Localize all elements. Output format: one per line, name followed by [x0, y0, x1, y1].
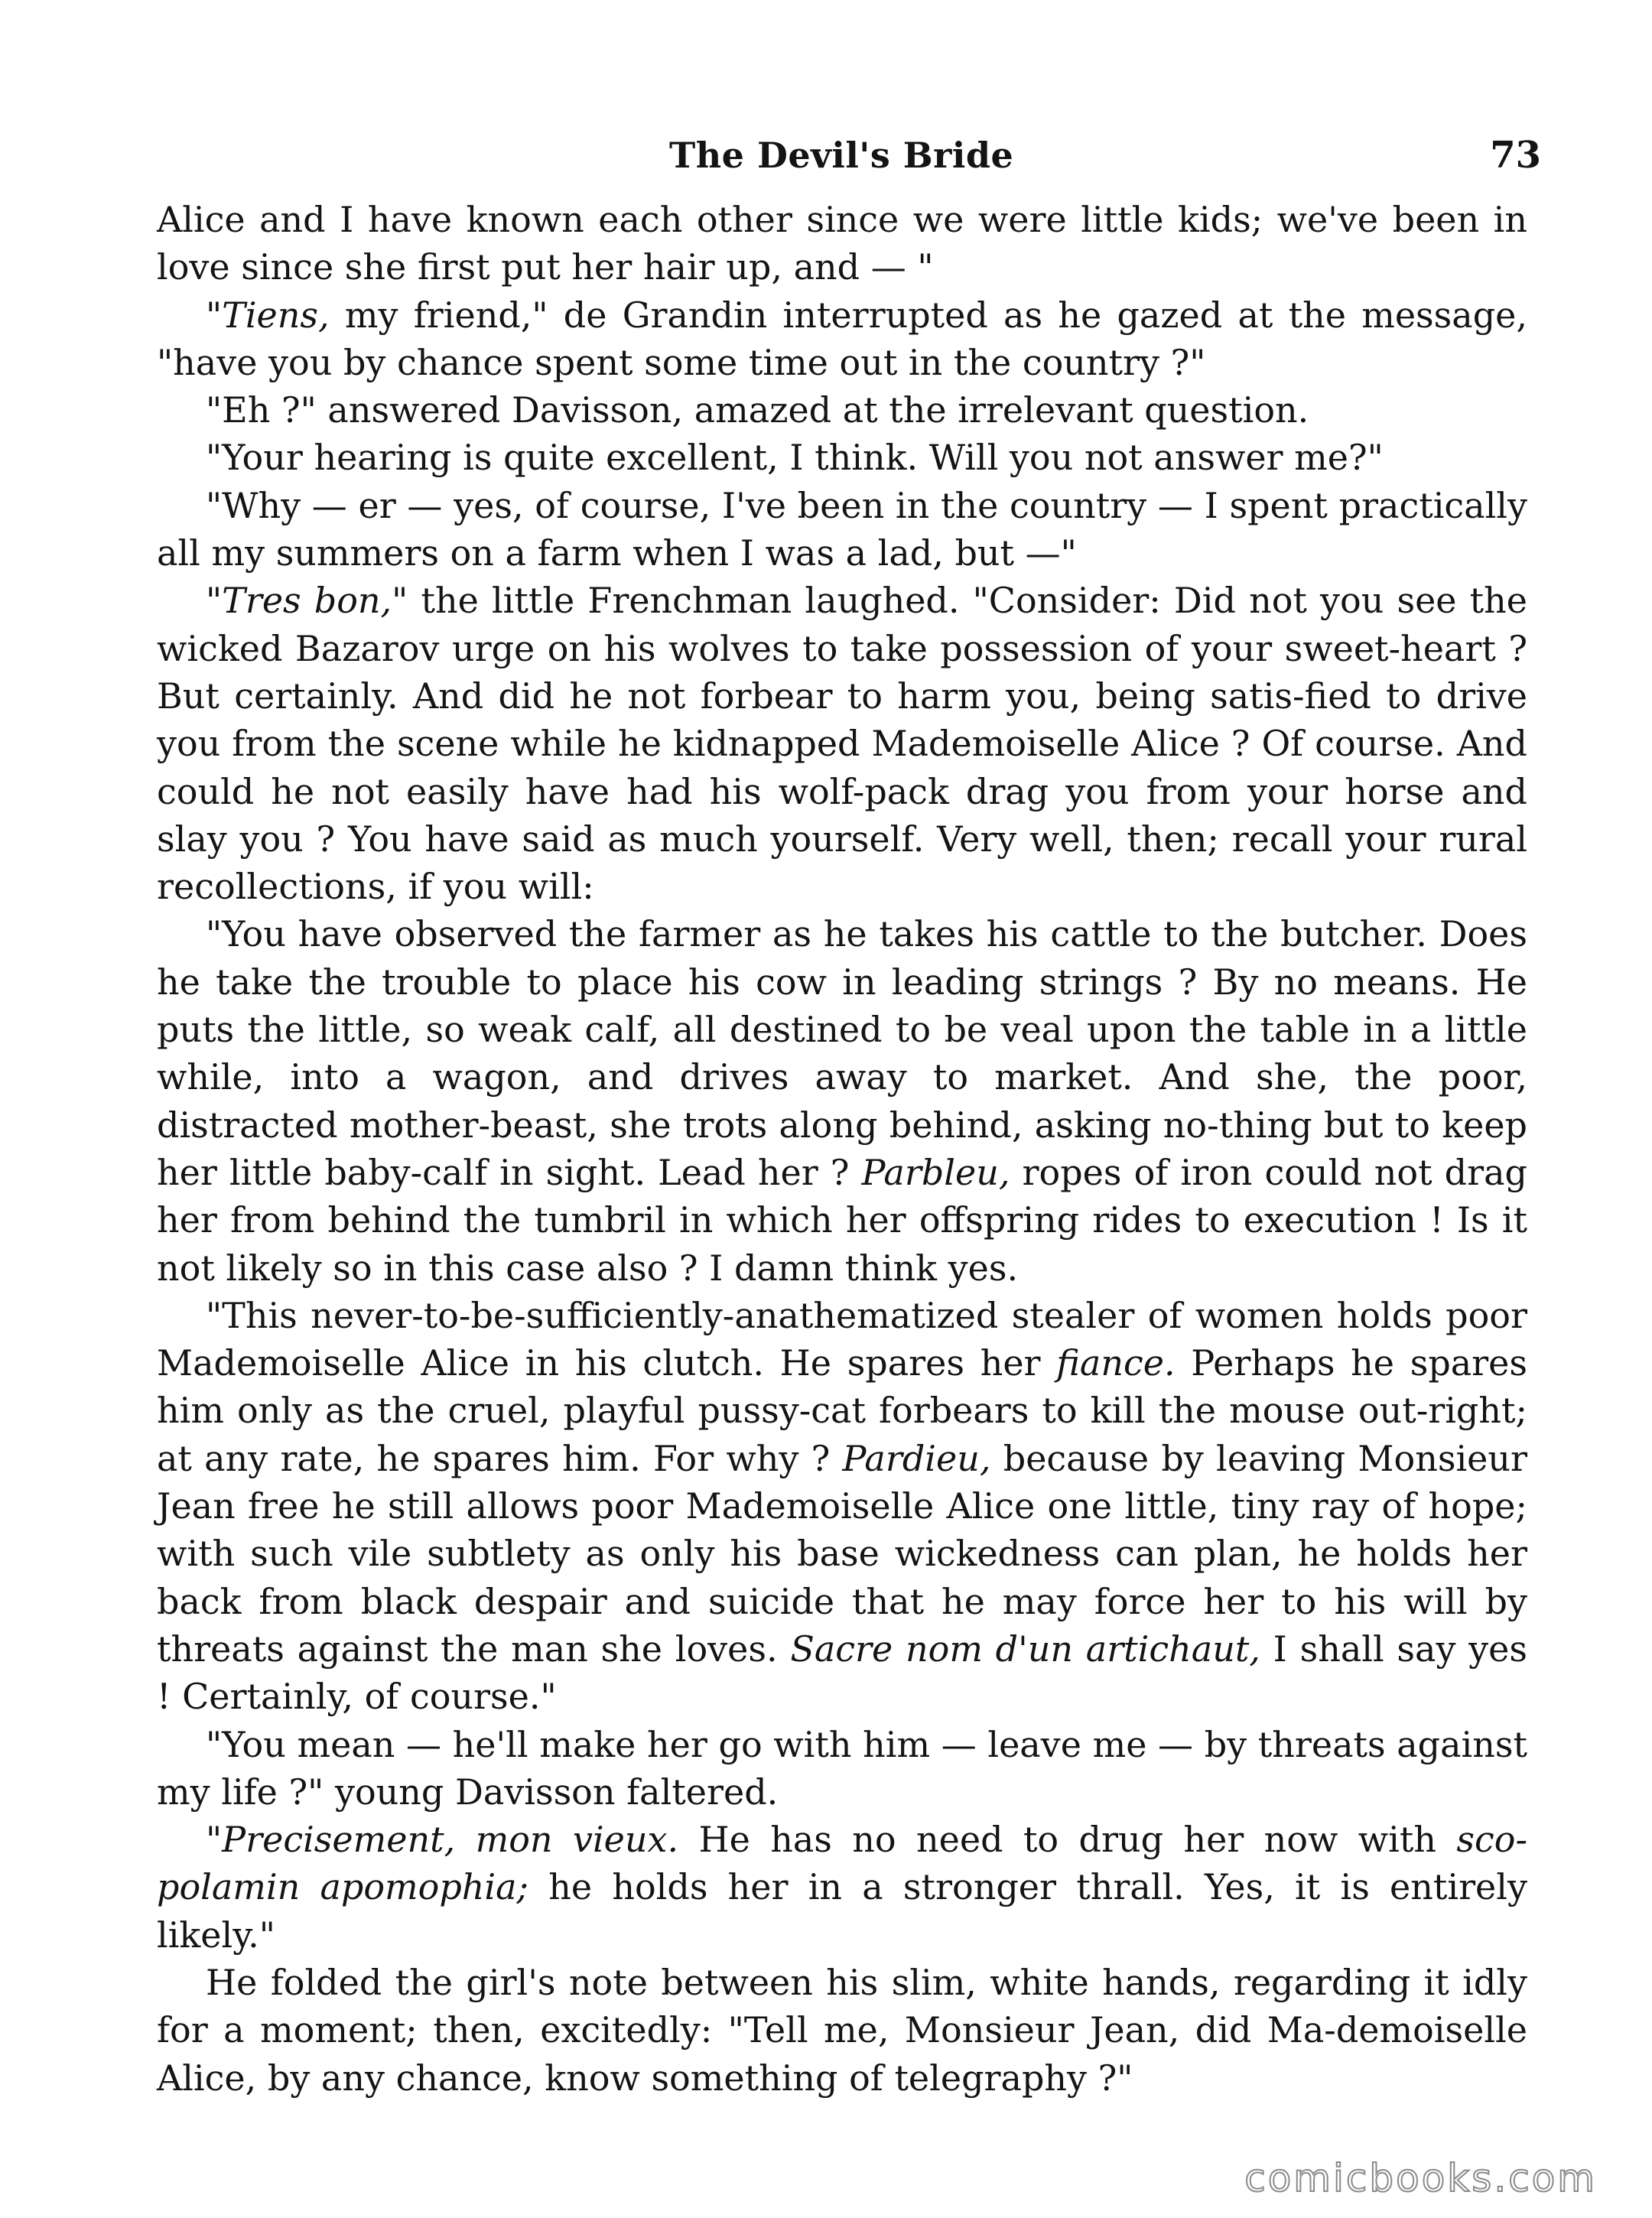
paragraph-text: the little Frenchman laughed. "Consider: Did not you see the wicked Bazarov urge on his wolves to take possession of your sweet-heart ? But certainly. And did he not forbear to harm you, being satis-fied to drive you from the scene while he kidnapped Mademoiselle Alice ? Of course. And could he not easily have had his wolf-pack drag you from your horse and slay you ? You have said as much yourself. Very well, then; recall your rural recollections, if you will: — [157, 580, 1527, 908]
italic-text: "Precisement, mon vieux. — [206, 1819, 679, 1861]
italic-text: Parbleu, — [861, 1151, 1010, 1193]
watermark-logo: comicbooks.com — [1244, 2156, 1597, 2200]
page-number: 73 — [1490, 134, 1541, 177]
paragraph-text: He has no need to drug her now with — [678, 1819, 1457, 1861]
italic-text: "Tiens, — [206, 294, 330, 336]
paragraph-text: "Your hearing is quite excellent, I think. Will you not answer me?" — [206, 437, 1384, 479]
italic-text: "Tres bon," — [206, 580, 408, 622]
paragraph-text: because by leaving Monsieur Jean free he still allows poor Mademoiselle Alice one little, tiny ray of hope; with such vile subtlety as only his base wickedness can plan, he holds her back from black despair and suicide that he may force her to his will by threats against the man she loves. — [157, 1437, 1527, 1670]
paragraph-text: "You mean — he'll make her go with him — leave me — by threats against my life ?" young Davisson faltered. — [157, 1723, 1527, 1813]
paragraph-text: Perhaps he spares him only as the cruel, playful pussy-cat forbears to kill the mouse out-right; at any rate, he spares him. For why ? — [157, 1342, 1528, 1479]
paragraph — [157, 1816, 1527, 1959]
italic-text: fiance. — [1056, 1342, 1176, 1384]
paragraph — [157, 910, 1527, 1291]
paragraph — [157, 196, 1527, 291]
paragraph-text: I shall say yes ! Certainly, of course." — [157, 1628, 1527, 1718]
italic-text: Sacre nom d'un artichaut, — [790, 1628, 1260, 1670]
paragraph — [157, 386, 1527, 434]
paragraph — [157, 434, 1527, 481]
paragraph — [157, 1292, 1527, 1721]
paragraph-text: Alice and I have known each other since we were little kids; we've been in love since she first put her hair up, and — " — [157, 199, 1527, 288]
italic-text: sco-polamin apomophia; — [157, 1819, 1527, 1908]
paragraph-text: He folded the girl's note between his slim, white hands, regarding it idly for a moment; then, excitedly: "Tell me, Monsieur Jean, did Ma-demoiselle Alice, by any chance, know something of telegraphy ?" — [157, 1961, 1527, 2099]
paragraph-text: "This never-to-be-sufficiently-anathematized stealer of women holds poor Mademoiselle Alice in his clutch. He spares her — [157, 1294, 1527, 1384]
paragraph-text: "Why — er — yes, of course, I've been in the country — I spent practically all my summers on a farm when I was a lad, but —" — [157, 484, 1527, 574]
paragraph — [157, 482, 1527, 577]
italic-text: Pardieu, — [842, 1437, 991, 1479]
running-title: The Devil's Bride — [669, 135, 1014, 176]
paragraph — [157, 1721, 1527, 1816]
paragraph — [157, 1959, 1527, 2102]
paragraph — [157, 577, 1527, 910]
paragraph-text: my friend," de Grandin interrupted as he gazed at the message, "have you by chance spent some time out in the country ?" — [157, 294, 1527, 383]
running-head — [157, 128, 1541, 182]
paragraph-text: "You have observed the farmer as he takes his cattle to the butcher. Does he take the trouble to place his cow in leading strings ? By no means. He puts the little, so weak calf, all destined to be veal upon the table in a little while, into a wagon, and drives away to market. And she, the poor, distracted mother-beast, she trots along behind, asking no-thing but to keep her little baby-calf in sight. Lead her ? — [157, 913, 1527, 1193]
paragraph-text: he holds her in a stronger thrall. Yes, it is entirely likely." — [157, 1866, 1527, 1956]
body-text — [157, 196, 1527, 2102]
paragraph-text: ropes of iron could not drag her from behind the tumbril in which her offspring rides to execution ! Is it not likely so in this case also ? I damn think yes. — [157, 1151, 1527, 1289]
paragraph — [157, 291, 1527, 387]
paragraph-text: "Eh ?" answered Davisson, amazed at the irrelevant question. — [206, 389, 1309, 431]
